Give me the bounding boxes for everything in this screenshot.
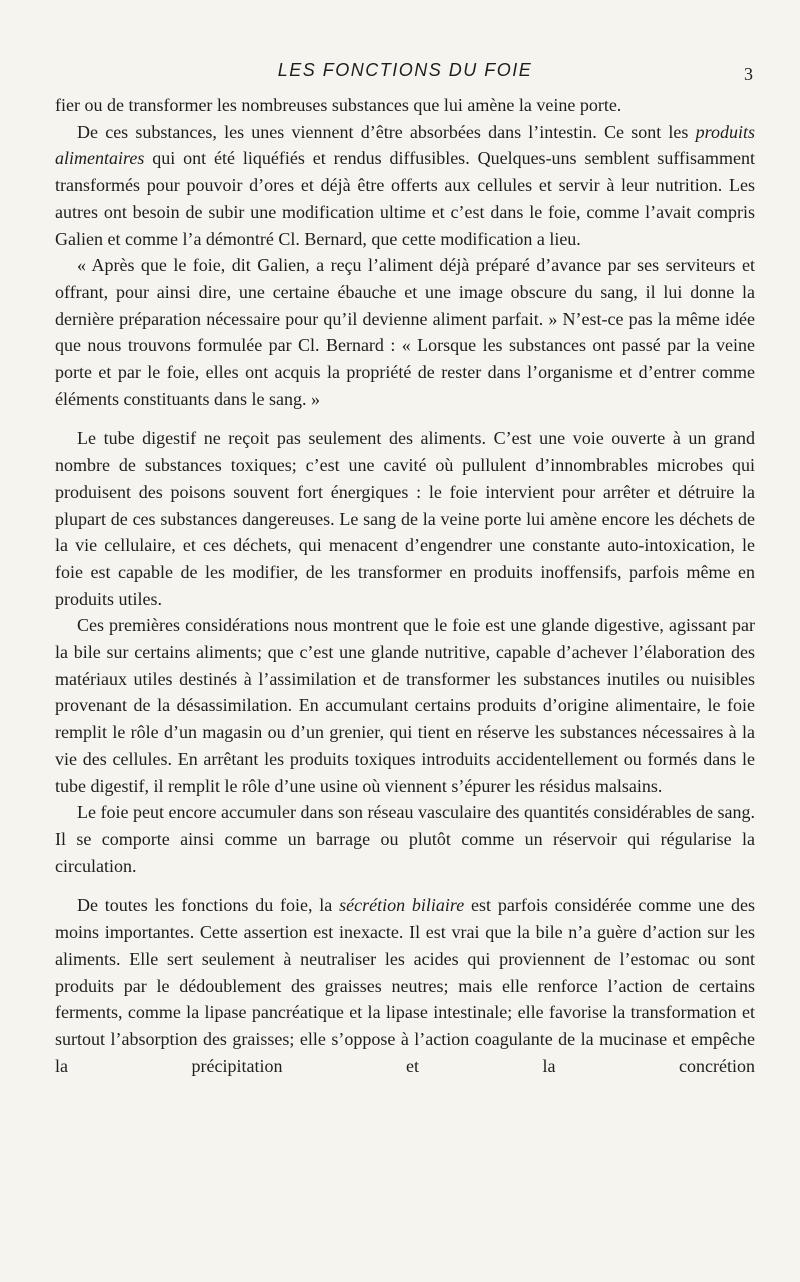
paragraph-7-text-b: est parfois considérée comme une des moins importantes. Cette assertion est inexacte. Il est vrai que la bile n’a guère d’action sur les aliments. Elle sert seulement à neutraliser les acides qui proviennent de l’estomac ou sont produits par le dédoublement des graisses neutres; mais elle renforce l’action de certains ferments, comme la lipase pancréatique et la lipase intestinale; elle favorise la transformation et surtout l’absorption des graisses; elle s’oppose à l’action coagulante de la mucinase et empêche la précipitation et la concrétion xyxy=(55,895,755,1076)
produits-alimentaires-term: produits alimentaires xyxy=(55,121,755,169)
paragraph-1-text: fier ou de transformer les nombreuses substances que lui amène la veine porte. xyxy=(55,95,622,115)
paragraph-6-text: Le foie peut encore accumuler dans son réseau vasculaire des quantités considérables de sang. Il se comporte ainsi comme un barrage ou plutôt comme un réservoir qui régularise la circulation. xyxy=(55,802,755,876)
paragraph-3 xyxy=(55,252,755,412)
running-title: LES FONCTIONS DU FOIE xyxy=(277,60,533,80)
paragraph-7 xyxy=(55,892,755,1079)
secretion-biliaire-term: sécrétion biliaire xyxy=(339,895,465,916)
page-number: 3 xyxy=(744,64,753,84)
body-text xyxy=(55,92,755,1079)
paragraph-5 xyxy=(55,612,755,799)
paragraph-2-text-b: qui ont été liquéfiés et rendus diffusibles. Quelques-uns semblent suffisamment transformés pour pouvoir d’ores et déjà être offerts aux cellules et servir à leur nutrition. Les autres ont besoin de subir une modification ultime et c’est dans le foie, comme l’avait compris Galien et comme l’a démontré Cl. Bernard, que cette modification a lieu. xyxy=(55,148,755,249)
paragraph-6 xyxy=(55,799,755,879)
paragraph-7-text-a: De toutes les fonctions du foie, la xyxy=(77,895,340,916)
paragraph-2 xyxy=(55,119,755,253)
paragraph-3-text: « Après que le foie, dit Galien, a reçu l’aliment déjà préparé d’avance par ses serviteurs et offrant, pour ainsi dire, une certaine ébauche et une image obscure du sang, il lui donne la dernière préparation nécessaire pour qu’il devienne aliment parfait. » N’est-ce pas la même idée que nous trouvons formulée par Cl. Bernard : « Lorsque les substances ont passé par la veine porte et par le foie, elles ont acquis la propriété de rester dans l’organisme et d’entrer comme éléments constituants dans le sang. » xyxy=(55,255,755,409)
running-head xyxy=(55,60,755,88)
paragraph-4 xyxy=(55,425,755,612)
paragraph-5-text: Ces premières considérations nous montrent que le foie est une glande digestive, agissant par la bile sur certains aliments; que c’est une glande nutritive, capable d’achever l’élaboration des matériaux utiles destinés à l’assimilation et de transformer les substances inutiles ou nuisibles provenant de la désassimilation. En accumulant certains produits d’origine alimentaire, le foie remplit le rôle d’un magasin ou d’un grenier, qui tient en réserve les substances nécessaires à la vie des cellules. En arrêtant les produits toxiques introduits accidentellement ou formés dans le tube digestif, il remplit le rôle d’une usine où viennent s’épurer les résidus malsains. xyxy=(55,615,755,796)
paragraph-1 xyxy=(55,92,755,119)
paragraph-4-text: Le tube digestif ne reçoit pas seulement des aliments. C’est une voie ouverte à un grand nombre de substances toxiques; c’est une cavité où pullulent d’innombrables microbes qui produisent des poisons souvent fort énergiques : le foie intervient pour arrêter et détruire la plupart de ces substances dangereuses. Le sang de la veine porte lui amène encore les déchets de la vie cellulaire, et ces déchets, qui menacent d’engendrer une constante auto-intoxication, le foie est capable de les modifier, de les transformer en produits inoffensifs, parfois même en produits utiles. xyxy=(55,428,755,609)
paragraph-2-text-a: De ces substances, les unes viennent d’être absorbées dans l’intestin. Ce sont les xyxy=(77,121,696,142)
book-page xyxy=(55,60,755,1079)
